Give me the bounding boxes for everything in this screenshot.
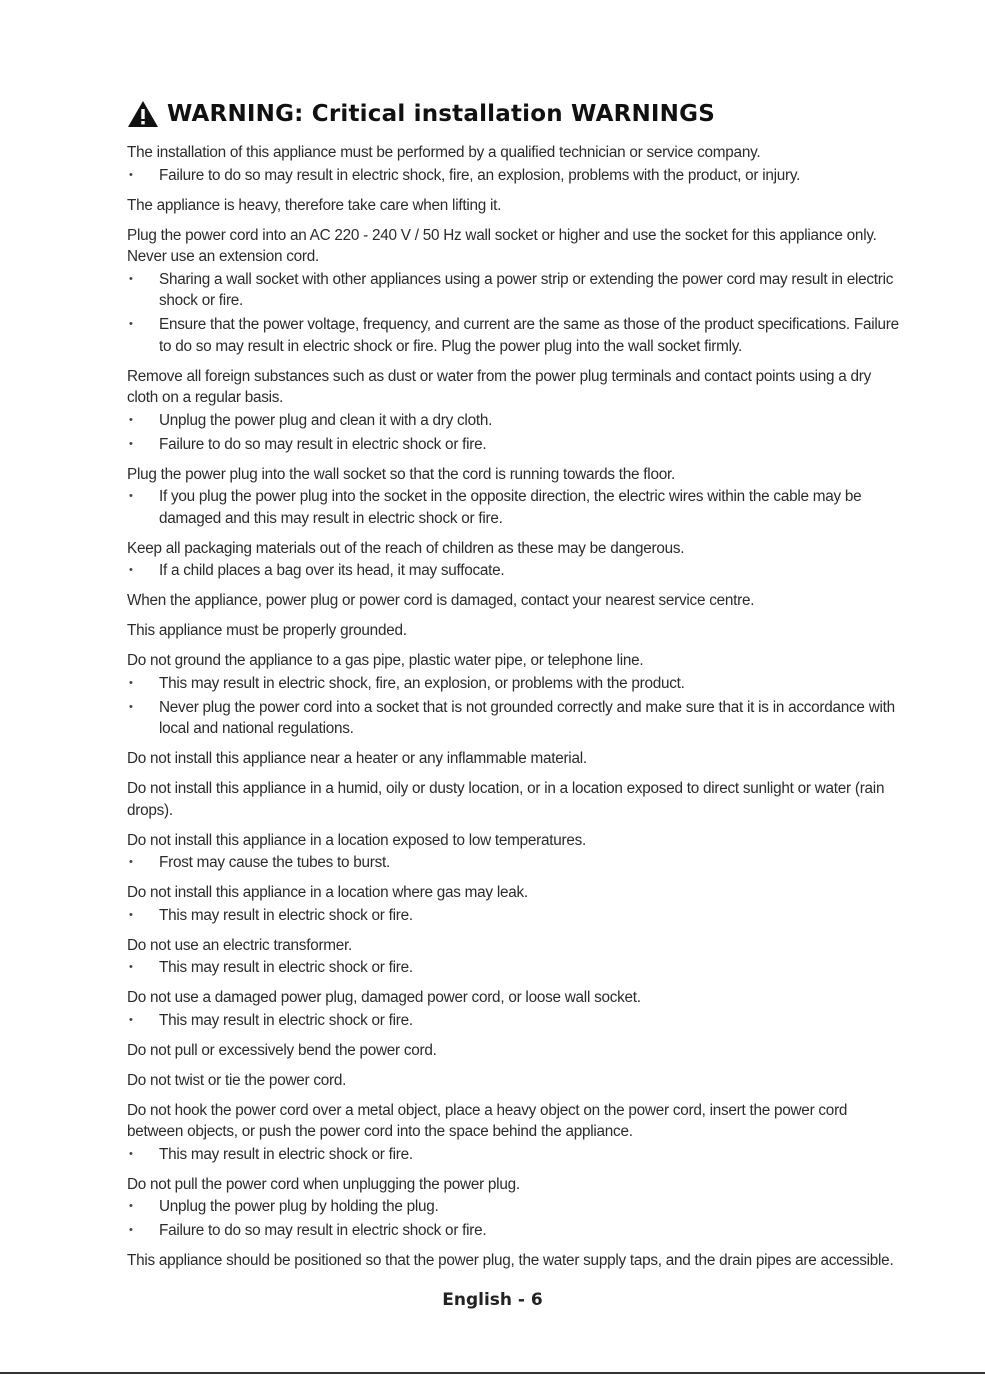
warning-section bbox=[127, 1100, 902, 1166]
bullet-item: • This may result in electric shock or fire. bbox=[127, 1144, 902, 1166]
warning-section bbox=[127, 142, 902, 186]
warning-section bbox=[127, 538, 902, 582]
bullet-item: • Sharing a wall socket with other appliances using a power strip or extending the power cord may result in electric shock or fire. bbox=[127, 269, 902, 312]
warning-section bbox=[127, 748, 902, 770]
bullet-item: • Unplug the power plug and clean it with a dry cloth. bbox=[127, 410, 902, 432]
warning-section bbox=[127, 590, 902, 612]
bullet-list bbox=[127, 486, 902, 529]
warning-statement: Remove all foreign substances such as dust or water from the power plug terminals and contact points using a dry cloth on a regular basis. bbox=[127, 367, 872, 406]
bullet-list bbox=[127, 165, 902, 187]
bullet-item: • This may result in electric shock, fire, an explosion, or problems with the product. bbox=[127, 673, 902, 695]
bullet-list bbox=[127, 410, 902, 456]
bullet-item: • This may result in electric shock or fire. bbox=[127, 957, 902, 979]
warning-statement: Do not pull the power cord when unplugging the power plug. bbox=[127, 1175, 520, 1193]
warning-section bbox=[127, 935, 902, 979]
warning-section bbox=[127, 987, 902, 1031]
warning-statement: Plug the power cord into an AC 220 - 240 V / 50 Hz wall socket or higher and use the socket for this appliance only. Never use an extension cord. bbox=[127, 226, 877, 265]
bullet-item: • Failure to do so may result in electric shock or fire. bbox=[127, 1220, 902, 1242]
warning-statement: This appliance should be positioned so that the power plug, the water supply taps, and the drain pipes are accessible. bbox=[127, 1252, 894, 1269]
warning-section bbox=[127, 650, 902, 740]
bullet-item: • If a child places a bag over its head, it may suffocate. bbox=[127, 560, 902, 582]
bullet-list bbox=[127, 957, 902, 979]
warning-statement: Do not install this appliance in a location where gas may leak. bbox=[127, 884, 528, 901]
warning-statement: The installation of this appliance must be performed by a qualified technician or service company. bbox=[127, 144, 761, 161]
warning-statement: Do not install this appliance near a heater or any inflammable material. bbox=[127, 750, 587, 767]
page-heading bbox=[127, 100, 715, 128]
bullet-item: • Ensure that the power voltage, frequency, and current are the same as those of the product specifications. Failure to do so may result in electric shock or fire. Plug the power plug into the wall socket firmly. bbox=[127, 314, 902, 357]
warning-statement: Do not install this appliance in a humid, oily or dusty location, or in a location exposed to direct sunlight or water (rain drops). bbox=[127, 780, 885, 819]
warning-section bbox=[127, 830, 902, 874]
warning-section bbox=[127, 1070, 902, 1092]
bullet-item: • This may result in electric shock or fire. bbox=[127, 1010, 902, 1032]
warning-section bbox=[127, 464, 902, 530]
warning-section bbox=[127, 366, 902, 456]
warning-statement: Do not use an electric transformer. bbox=[127, 936, 353, 954]
bullet-item: • Failure to do so may result in electric shock, fire, an explosion, problems with the product, or injury. bbox=[127, 165, 902, 187]
warning-statement: Do not install this appliance in a location exposed to low temperatures. bbox=[127, 831, 587, 849]
warning-section bbox=[127, 620, 902, 642]
warning-section bbox=[127, 778, 902, 821]
warning-section bbox=[127, 225, 902, 358]
bullet-list bbox=[127, 560, 902, 582]
warning-section bbox=[127, 1174, 902, 1242]
warnings-content bbox=[127, 142, 902, 1280]
warning-section bbox=[127, 195, 902, 217]
bullet-item: • Failure to do so may result in electric shock or fire. bbox=[127, 434, 902, 456]
warning-statement: Do not hook the power cord over a metal object, place a heavy object on the power cord, insert the power cord between objects, or push the power cord into the space behind the appliance. bbox=[127, 1101, 848, 1140]
warning-statement: Keep all packaging materials out of the reach of children as these may be dangerous. bbox=[127, 539, 685, 557]
warning-statement: Plug the power plug into the wall socket so that the cord is running towards the floor. bbox=[127, 465, 675, 483]
bullet-list bbox=[127, 1196, 902, 1242]
warning-statement: The appliance is heavy, therefore take care when lifting it. bbox=[127, 196, 502, 214]
warning-statement: Do not twist or tie the power cord. bbox=[127, 1071, 347, 1089]
bullet-item: • Unplug the power plug by holding the plug. bbox=[127, 1196, 902, 1218]
warning-triangle-icon bbox=[127, 100, 159, 128]
warning-statement: This appliance must be properly grounded. bbox=[127, 622, 407, 639]
warning-section bbox=[127, 1250, 902, 1272]
page-footer: English - 6 bbox=[442, 1290, 543, 1310]
bullet-item: • Never plug the power cord into a socket that is not grounded correctly and make sure that it is in accordance with local and national regulations. bbox=[127, 697, 902, 740]
warning-section bbox=[127, 1040, 902, 1062]
warning-statement: Do not use a damaged power plug, damaged power cord, or loose wall socket. bbox=[127, 989, 641, 1006]
page-bottom-rule bbox=[0, 1372, 985, 1374]
bullet-item: • This may result in electric shock or fire. bbox=[127, 905, 902, 927]
bullet-list bbox=[127, 1010, 902, 1032]
warning-statement: When the appliance, power plug or power cord is damaged, contact your nearest service centre. bbox=[127, 592, 755, 609]
warning-section bbox=[127, 882, 902, 926]
warning-statement: Do not pull or excessively bend the power cord. bbox=[127, 1041, 437, 1059]
bullet-list bbox=[127, 1144, 902, 1166]
bullet-list bbox=[127, 673, 902, 740]
warning-statement: Do not ground the appliance to a gas pipe, plastic water pipe, or telephone line. bbox=[127, 652, 644, 669]
bullet-item: • Frost may cause the tubes to burst. bbox=[127, 852, 902, 874]
bullet-list bbox=[127, 269, 902, 358]
heading-title: WARNING: Critical installation WARNINGS bbox=[167, 101, 715, 127]
bullet-item: • If you plug the power plug into the socket in the opposite direction, the electric wires within the cable may be damaged and this may result in electric shock or fire. bbox=[127, 486, 902, 529]
bullet-list bbox=[127, 852, 902, 874]
bullet-list bbox=[127, 905, 902, 927]
